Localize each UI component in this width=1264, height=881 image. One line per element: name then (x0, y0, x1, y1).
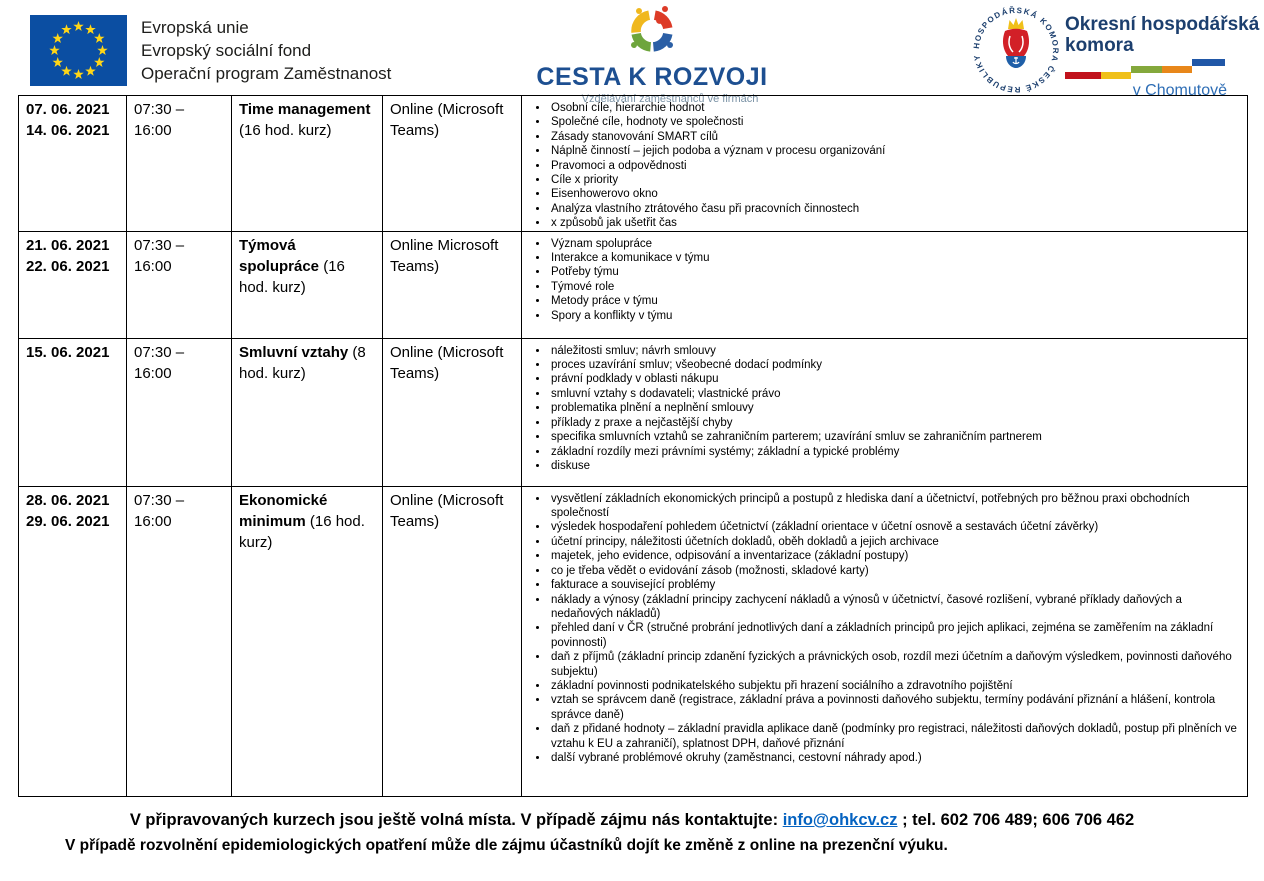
topics-cell (522, 338, 1248, 486)
date-line: 28. 06. 2021 (26, 491, 110, 509)
footer-note: V případě rozvolnění epidemiologických opatření může dle zájmu účastníků dojít ke změně z online na prezenční výuku. (65, 837, 948, 854)
topic-item: • fakturace a související problémy (549, 578, 1241, 592)
format-cell: Online (Microsoft Teams) (383, 486, 522, 796)
course-cell (232, 231, 383, 338)
eu-flag-icon (30, 15, 127, 86)
time-cell: 07:30 – 16:00 (127, 231, 232, 338)
course-name: Smluvní vztahy (239, 343, 349, 361)
topic-item: • Zásady stanovování SMART cílů (549, 130, 1241, 144)
eu-line-1: Evropská unie (141, 18, 249, 37)
course-cell (232, 338, 383, 486)
date-line: 07. 06. 2021 (26, 101, 110, 118)
chamber-title-line1: Okresní hospodářská (1065, 14, 1260, 35)
bar-green (1131, 66, 1162, 73)
color-bars (1065, 59, 1227, 80)
topics-cell (522, 231, 1248, 338)
course-name: Time management (239, 101, 371, 118)
topic-item: • smluvní vztahy s dodavateli; vlastnické právo (549, 387, 1241, 401)
chamber-title-line2: komora (1065, 35, 1134, 56)
footer-phone-text: ; tel. 602 706 489; 606 706 462 (897, 811, 1135, 829)
topic-item: • příklady z praxe a nejčastější chyby (549, 416, 1241, 430)
course-row-ekonomicke-minimum (19, 486, 1248, 796)
topic-item: • problematika plnění a neplnění smlouvy (549, 401, 1241, 415)
topic-list (529, 344, 1241, 474)
course-row-time-management (19, 96, 1248, 232)
topic-item: • základní rozdíly mezi právními systémy; základní a typické problémy (549, 445, 1241, 459)
topic-item: • specifika smluvních vztahů se zahraničním parterem; uzavírání smluv se zahraničním partnerem (549, 430, 1241, 444)
topic-item: • právní podklady v oblasti nákupu (549, 372, 1241, 386)
topic-item: • Cíle x priority (549, 173, 1241, 187)
date-line: 29. 06. 2021 (26, 512, 110, 530)
topic-item: • výsledek hospodaření pohledem účetnictví (základní orientace v účetní osnově a sestavách účetní závěrky) (549, 520, 1241, 534)
cesta-k-rozvoji-logo (522, 3, 782, 105)
footer (0, 808, 1264, 858)
topic-item: • diskuse (549, 459, 1241, 473)
topic-item: • přehled daní v ČR (stručné probrání jednotlivých daní a základních principů pro jejich aplikaci, zejména se zaměřením na základní povinnosti) (549, 621, 1241, 650)
course-schedule-table (18, 95, 1248, 797)
bar-orange (1162, 66, 1192, 73)
topic-item: • další vybrané problémové okruhy (zaměstnanci, cestovní náhrady apod.) (549, 751, 1241, 765)
topic-item: • Význam spolupráce (549, 237, 1241, 251)
cesta-ring-icon (606, 3, 698, 57)
course-cell (232, 96, 383, 232)
topic-item: • Analýza vlastního ztrátového času při pracovních činnostech (549, 202, 1241, 216)
format-cell: Online Microsoft Teams) (383, 231, 522, 338)
date-cell (19, 486, 127, 796)
cesta-title: CESTA K ROZVOJI (536, 63, 768, 91)
topic-item: • náklady a výnosy (základní principy zachycení nákladů a výnosů v účetnictví, časové rozlišení, vybrané příklady daňových a nedaňových nákladů) (549, 593, 1241, 622)
footer-contact (0, 808, 1264, 832)
bar-yellow (1101, 72, 1131, 79)
bar-blue (1192, 59, 1225, 66)
eu-logo (30, 15, 391, 86)
course-duration: (16 hod. kurz) (239, 512, 365, 551)
date-line: 15. 06. 2021 (26, 343, 110, 361)
course-name: Týmová spolupráce (239, 236, 320, 275)
date-line: 14. 06. 2021 (26, 122, 110, 139)
course-duration: (16 hod. kurz) (239, 122, 332, 139)
course-cell (232, 486, 383, 796)
footer-contact-text: V připravovaných kurzech jsou ještě volná místa. V případě zájmu nás kontaktujte: (129, 811, 783, 829)
topic-item: • vztah se správcem daně (registrace, základní práva a povinnosti daňového subjektu, termíny podávání přiznání a hlášení, kontrola správce daně) (549, 693, 1241, 722)
topic-item: • Společné cíle, hodnoty ve společnosti (549, 115, 1241, 129)
topic-item: • Osobní cíle, hierarchie hodnot (549, 101, 1241, 115)
date-line: 22. 06. 2021 (26, 257, 110, 275)
course-row-tymova-spoluprace (19, 231, 1248, 338)
topics-cell (522, 96, 1248, 232)
date-line: 21. 06. 2021 (26, 236, 110, 254)
course-duration: (16 hod. kurz) (239, 257, 345, 296)
topic-item: • co je třeba vědět o evidování zásob (možnosti, skladové karty) (549, 564, 1241, 578)
eu-line-3: Operační program Zaměstnanost (141, 64, 392, 83)
time-cell: 07:30 – 16:00 (127, 338, 232, 486)
chamber-logo (972, 6, 1260, 100)
topic-item: • Týmové role (549, 280, 1241, 294)
topic-list (529, 101, 1241, 231)
topic-list (529, 237, 1241, 323)
chamber-location: v Chomutově (1132, 82, 1227, 99)
topic-item: • Náplně činností – jejich podoba a význam v procesu organizování (549, 144, 1241, 158)
topic-item: • Spory a konflikty v týmu (549, 309, 1241, 323)
course-row-smluvni-vztahy (19, 338, 1248, 486)
topic-item: • daň z přidané hodnoty – základní pravidla aplikace daně (podmínky pro registraci, náležitosti daňových dokladů, postup při plněních ve vztahu k EU a zahraničí), splatnost DPH, daňové přiznání (549, 722, 1241, 751)
topic-item: • majetek, jeho evidence, odpisování a inventarizace (základní postupy) (549, 549, 1241, 563)
topic-item: • Pravomoci a odpovědnosti (549, 159, 1241, 173)
time-cell: 07:30 – 16:00 (127, 486, 232, 796)
course-name: Ekonomické minimum (239, 491, 328, 530)
eu-logo-text (141, 16, 391, 85)
chamber-seal-icon (972, 6, 1060, 94)
cesta-subtitle: Vzdělávání zaměstnanců ve firmách (581, 93, 759, 105)
topic-item: • Metody práce v týmu (549, 294, 1241, 308)
topic-item: • daň z příjmů (základní princip zdanění fyzických a právnických osob, rozdíl mezi účetním a daňovým výsledkem, povinnosti daňového subjektu) (549, 650, 1241, 679)
topic-item: • Eisenhowerovo okno (549, 187, 1241, 201)
bar-red (1065, 72, 1101, 79)
topic-item: • účetní principy, náležitosti účetních dokladů, oběh dokladů a jejich archivace (549, 535, 1241, 549)
topic-item: • náležitosti smluv; návrh smlouvy (549, 344, 1241, 358)
seal-circular-text: HOSPODÁŘSKÁ KOMORA ČESKÉ REPUBLIKY (972, 6, 1060, 94)
topic-item: • vysvětlení základních ekonomických principů a postupů z hlediska daní a účetnictví, potřebných pro běžnou praxi obchodních společností (549, 492, 1241, 521)
email-link[interactable]: info@ohkcv.cz (782, 811, 898, 829)
time-cell: 07:30 – 16:00 (127, 96, 232, 232)
topic-item: • Interakce a komunikace v týmu (549, 251, 1241, 265)
topic-item: • x způsobů jak ušetřit čas (549, 216, 1241, 230)
topic-item: • základní povinnosti podnikatelského subjektu při hrazení sociálního a zdravotního pojištění (549, 679, 1241, 693)
date-cell (19, 338, 127, 486)
topic-item: • Potřeby týmu (549, 265, 1241, 279)
eu-line-2: Evropský sociální fond (141, 41, 312, 60)
date-cell (19, 231, 127, 338)
format-cell: Online (Microsoft Teams) (383, 338, 522, 486)
date-cell (19, 96, 127, 232)
course-duration: (8 hod. kurz) (239, 343, 366, 382)
topics-cell (522, 486, 1248, 796)
format-cell: Online (Microsoft Teams) (383, 96, 522, 232)
topic-item: • proces uzavírání smluv; všeobecné dodací podmínky (549, 358, 1241, 372)
topic-list (529, 492, 1241, 766)
